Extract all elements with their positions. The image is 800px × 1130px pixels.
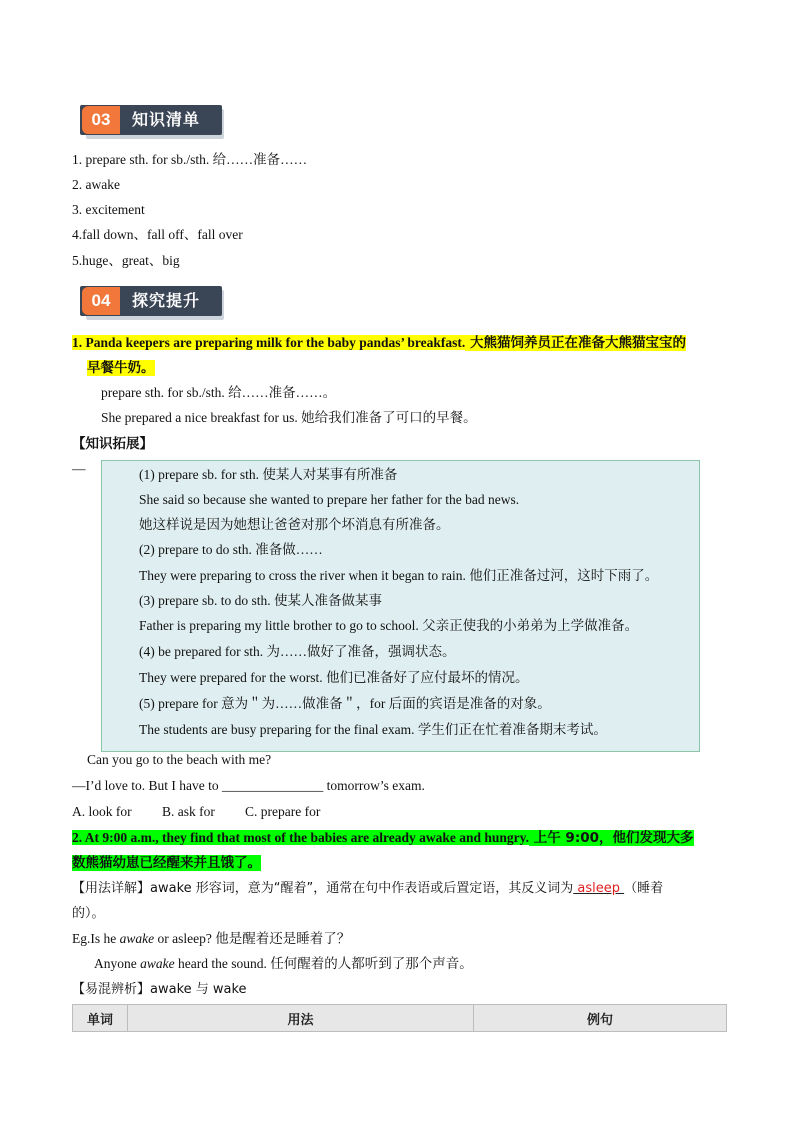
section-title: 探究提升 bbox=[132, 291, 201, 310]
point2-heading-en: 2. At 9:00 a.m., they find that most of the babies are already awake and hungry. bbox=[72, 830, 530, 845]
usage-details: 【用法详解】awake 形容词，意为“醒着”，通常在句中作表语或后置定语，其反义词为 asleep （睡着 bbox=[72, 881, 664, 896]
point1-heading-en: 1. Panda keepers are preparing milk for the baby pandas’ breakfast. bbox=[72, 335, 466, 350]
usage-details-cont: 的）。 bbox=[72, 906, 105, 921]
section-number: 03 bbox=[82, 106, 120, 134]
antonym-answer: asleep bbox=[573, 881, 625, 896]
section-title: 知识清单 bbox=[132, 110, 201, 129]
exercise-option: C. prepare for bbox=[245, 804, 321, 819]
checklist-item: 3. excitement bbox=[72, 202, 145, 217]
point2-heading-cont: 数熊猫幼崽已经醒来并且饿了。 bbox=[72, 855, 261, 871]
point1-usage: prepare sth. for sb./sth. 给……准备……。 bbox=[101, 385, 337, 400]
point2-heading-cn: 上午 9:00，他们发现大多 bbox=[529, 830, 694, 846]
table-header: 用法 bbox=[128, 1005, 474, 1032]
checklist-item: 2. awake bbox=[72, 177, 120, 192]
example-1: Eg.Is he awake or asleep? 他是醒着还是睡着了？ bbox=[72, 931, 351, 946]
box-line: (2) prepare to do sth. 准备做…… bbox=[139, 542, 323, 557]
exercise-option: B. ask for bbox=[162, 804, 215, 819]
dash-mark: — bbox=[72, 461, 86, 476]
confusion-label: 【易混辨析】awake 与 wake bbox=[72, 982, 247, 997]
box-line: (3) prepare sb. to do sth. 使某人准备做某事 bbox=[139, 593, 382, 608]
expand-label: 【知识拓展】 bbox=[72, 436, 153, 452]
checklist-item: 4.fall down、fall off、fall over bbox=[72, 227, 243, 242]
point1-heading bbox=[72, 334, 686, 352]
exercise-option: A. look for bbox=[72, 804, 132, 819]
box-line: They were preparing to cross the river when it began to rain. 他们正准备过河，这时下雨了。 bbox=[139, 568, 659, 583]
section-number: 04 bbox=[82, 287, 120, 315]
exercise-answer: —I’d love to. But I have to _______________ tomorrow’s exam. bbox=[72, 778, 425, 793]
box-line: 她这样说是因为她想让爸爸对那个坏消息有所准备。 bbox=[139, 517, 450, 532]
table-header: 例句 bbox=[474, 1005, 727, 1032]
point2-heading bbox=[72, 829, 694, 847]
section-header-03 bbox=[80, 105, 224, 139]
comparison-table bbox=[72, 1004, 727, 1032]
table-header: 单词 bbox=[73, 1005, 128, 1032]
box-line: Father is preparing my little brother to go to school. 父亲正使我的小弟弟为上学做准备。 bbox=[139, 618, 639, 633]
checklist-item: 1. prepare sth. for sb./sth. 给……准备…… bbox=[72, 152, 308, 167]
point1-heading-cont: 早餐牛奶。 bbox=[87, 360, 155, 376]
box-line: The students are busy preparing for the final exam. 学生们正在忙着准备期末考试。 bbox=[139, 722, 607, 737]
section-header-04 bbox=[80, 286, 224, 320]
point1-heading-cn: 大熊猫饲养员正在准备大熊猫宝宝的 bbox=[465, 335, 686, 351]
point1-example: She prepared a nice breakfast for us. 她给我们准备了可口的早餐。 bbox=[101, 410, 477, 425]
box-line: (5) prepare for 意为＂为……做准备＂，for 后面的宾语是准备的对象。 bbox=[139, 696, 551, 711]
box-line: She said so because she wanted to prepare her father for the bad news. bbox=[139, 492, 520, 507]
example-2: Anyone awake heard the sound. 任何醒着的人都听到了那个声音。 bbox=[94, 956, 473, 971]
box-line: (4) be prepared for sth. 为……做好了准备，强调状态。 bbox=[139, 644, 456, 659]
box-line: They were prepared for the worst. 他们已准备好了应付最坏的情况。 bbox=[139, 670, 529, 685]
box-line: (1) prepare sb. for sth. 使某人对某事有所准备 bbox=[139, 467, 398, 482]
exercise-question: Can you go to the beach with me? bbox=[87, 752, 272, 767]
checklist-item: 5.huge、great、big bbox=[72, 253, 180, 268]
